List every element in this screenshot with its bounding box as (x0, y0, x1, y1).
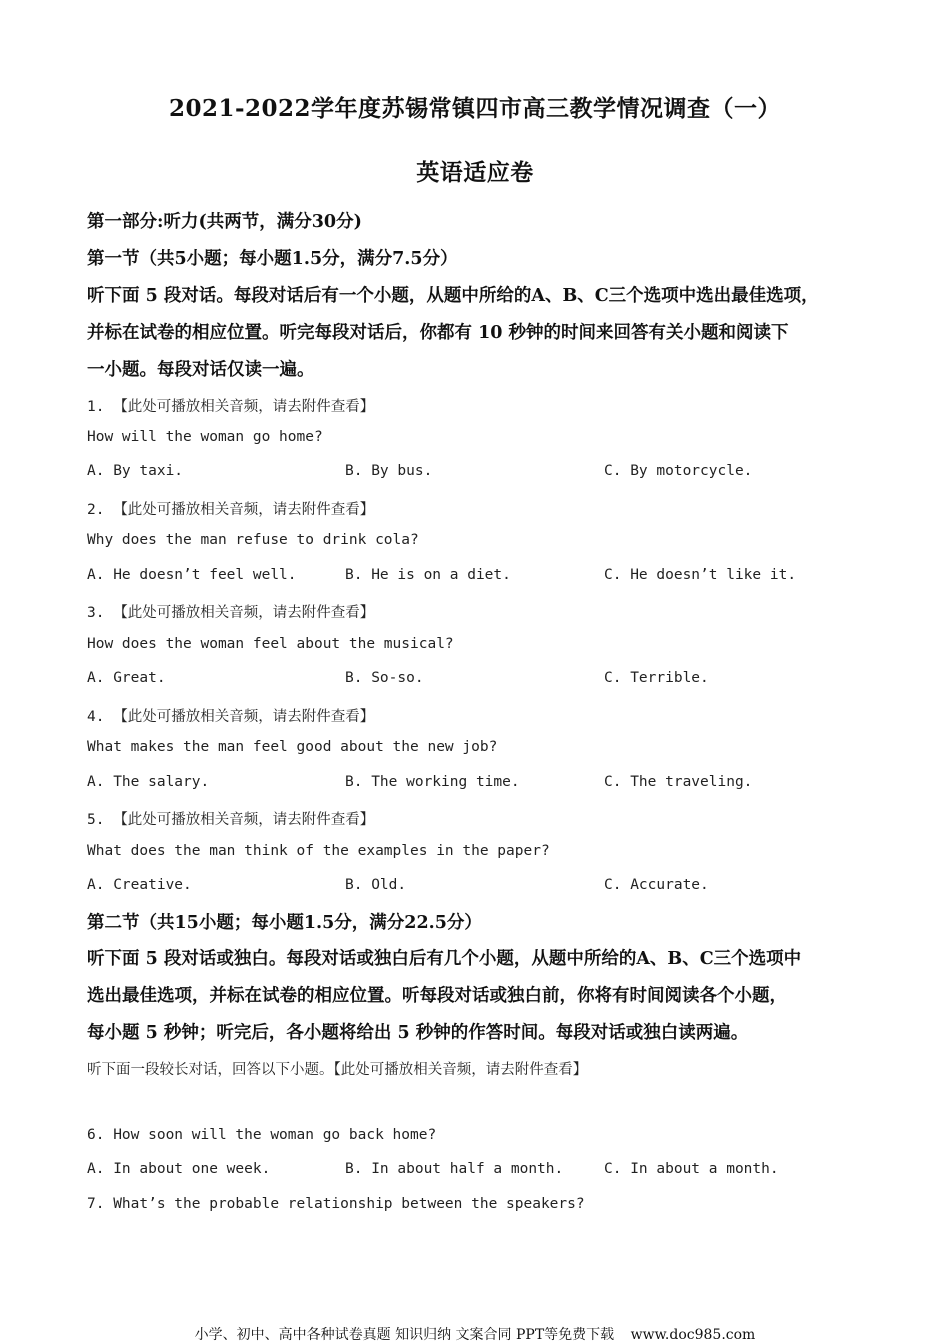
audio-placeholder-link[interactable]: 2. 【此处可播放相关音频，请去附件查看】 (87, 502, 375, 518)
option-a: A. The salary. (87, 774, 210, 790)
option-c: C. Accurate. (604, 877, 709, 893)
question-text: How does the woman feel about the musical? (87, 636, 454, 652)
part1-heading: 第一部分:听力(共两节，满分30分) (87, 212, 362, 232)
option-b: B. Old. (345, 877, 407, 893)
option-b: B. In about half a month. (345, 1161, 564, 1177)
section2-heading: 第二节（共15小题；每小题1.5分，满分22.5分） (87, 913, 482, 933)
option-b: B. So-so. (345, 670, 424, 686)
audio-placeholder-link[interactable]: 3. 【此处可播放相关音频，请去附件查看】 (87, 605, 375, 621)
option-c: C. The traveling. (604, 774, 753, 790)
option-a: A. Great. (87, 670, 166, 686)
option-b: B. By bus. (345, 463, 433, 479)
question-text: How will the woman go home? (87, 429, 323, 445)
section1-instruction-line: 听下面 5 段对话。每段对话后有一个小题，从题中所给的A、B、C三个选项中选出最佳选项， (87, 286, 819, 306)
page-footer (0, 1324, 950, 1344)
option-a: A. By taxi. (87, 463, 184, 479)
option-c: C. By motorcycle. (604, 463, 753, 479)
option-a: A. Creative. (87, 877, 192, 893)
section2-instruction-line: 选出最佳选项，并标在试卷的相应位置。听每段对话或独白前，你将有时间阅读各个小题， (87, 986, 787, 1006)
section1-instruction-line: 一小题。每段对话仅读一遍。 (87, 360, 315, 380)
audio-placeholder-link[interactable]: 5. 【此处可播放相关音频，请去附件查看】 (87, 812, 375, 828)
option-c: C. In about a month. (604, 1161, 779, 1177)
footer-text: 小学、初中、高中各种试卷真题 知识归纳 文案合同 PPT等免费下载 (194, 1327, 615, 1343)
section2-instruction-line: 听下面 5 段对话或独白。每段对话或独白后有几个小题，从题中所给的A、B、C三个选项中 (87, 949, 802, 969)
option-b: B. The working time. (345, 774, 520, 790)
option-c: C. He doesn’t like it. (604, 567, 797, 583)
page-subtitle: 英语适应卷 (416, 159, 534, 186)
question-text: Why does the man refuse to drink cola? (87, 532, 419, 548)
option-a: A. He doesn’t feel well. (87, 567, 297, 583)
audio-placeholder-link[interactable]: 4. 【此处可播放相关音频，请去附件查看】 (87, 709, 375, 725)
section2-instruction-line: 每小题 5 秒钟；听完后，各小题将给出 5 秒钟的作答时间。每段对话或独白读两遍。 (87, 1023, 749, 1043)
audio-placeholder-link[interactable]: 1. 【此处可播放相关音频，请去附件查看】 (87, 399, 375, 415)
footer-link[interactable]: www.doc985.com (630, 1327, 756, 1343)
audio-placeholder-link[interactable]: 听下面一段较长对话，回答以下小题。【此处可播放相关音频，请去附件查看】 (87, 1062, 588, 1078)
page-title: 2021-2022学年度苏锡常镇四市高三教学情况调查（一） (168, 95, 782, 122)
question-text: 7. What’s the probable relationship between the speakers? (87, 1196, 585, 1212)
option-a: A. In about one week. (87, 1161, 271, 1177)
option-c: C. Terrible. (604, 670, 709, 686)
question-text: What does the man think of the examples in the paper? (87, 843, 550, 859)
question-text: 6. How soon will the woman go back home? (87, 1127, 437, 1143)
section1-heading: 第一节（共5小题；每小题1.5分，满分7.5分） (87, 249, 458, 269)
option-b: B. He is on a diet. (345, 567, 511, 583)
section1-instruction-line: 并标在试卷的相应位置。听完每段对话后，你都有 10 秒钟的时间来回答有关小题和阅读下 (87, 323, 789, 343)
question-text: What makes the man feel good about the new job? (87, 739, 498, 755)
